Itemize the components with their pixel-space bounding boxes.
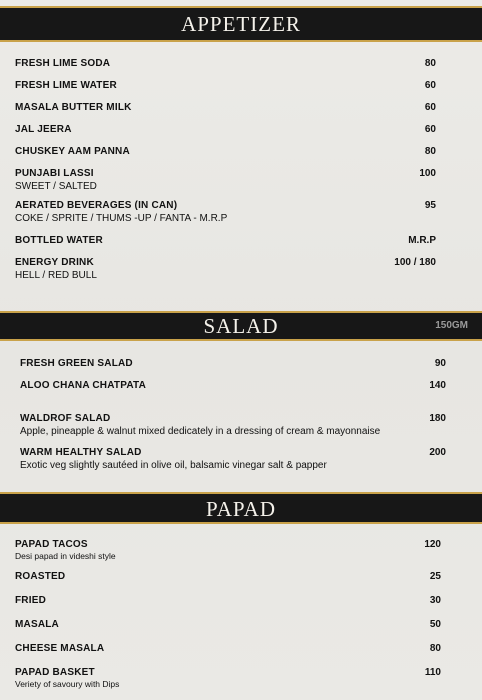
item-price: 95 bbox=[424, 200, 436, 211]
item-description: Apple, pineapple & walnut mixed dedicately in a dressing of cream & mayonnaise bbox=[20, 426, 381, 437]
item-price: 90 bbox=[434, 358, 446, 369]
salad-title: SALAD bbox=[203, 314, 279, 338]
item-name: CHUSKEY AAM PANNA bbox=[15, 146, 130, 157]
item-description: HELL / RED BULL bbox=[15, 270, 97, 281]
item-name: PAPAD TACOS bbox=[15, 539, 88, 550]
appetizer-title: APPETIZER bbox=[181, 12, 301, 36]
item-price: M.R.P bbox=[408, 235, 436, 246]
item-price: 180 bbox=[429, 413, 446, 424]
item-price: 30 bbox=[429, 595, 441, 606]
item-name: WALDROF SALAD bbox=[20, 413, 111, 424]
salad-portion-note: 150GM bbox=[435, 320, 468, 331]
item-name: PAPAD BASKET bbox=[15, 667, 95, 678]
item-name: ENERGY DRINK bbox=[15, 257, 94, 268]
item-name: MASALA BUTTER MILK bbox=[15, 102, 132, 113]
item-name: FRIED bbox=[15, 595, 46, 606]
item-price: 200 bbox=[429, 447, 446, 458]
item-name: PUNJABI LASSI bbox=[15, 168, 94, 179]
item-description: Exotic veg slightly sautéed in olive oil, balsamic vinegar salt & papper bbox=[20, 460, 327, 471]
item-description: COKE / SPRITE / THUMS -UP / FANTA - M.R.P bbox=[15, 213, 228, 224]
item-name: JAL JEERA bbox=[15, 124, 72, 135]
item-price: 25 bbox=[429, 571, 441, 582]
item-name: MASALA bbox=[15, 619, 59, 630]
item-price: 50 bbox=[429, 619, 441, 630]
item-name: CHEESE MASALA bbox=[15, 643, 105, 654]
item-name: FRESH LIME SODA bbox=[15, 58, 111, 69]
item-price: 60 bbox=[424, 124, 436, 135]
item-price: 140 bbox=[429, 380, 446, 391]
item-price: 60 bbox=[424, 80, 436, 91]
item-name: BOTTLED WATER bbox=[15, 235, 103, 246]
item-description: Desi papad in videshi style bbox=[15, 551, 116, 561]
item-description: SWEET / SALTED bbox=[15, 181, 97, 192]
item-price: 80 bbox=[424, 58, 436, 69]
item-description: Veriety of savoury with Dips bbox=[15, 679, 120, 689]
item-name: AERATED BEVERAGES (IN CAN) bbox=[15, 200, 178, 211]
item-price: 120 bbox=[424, 539, 441, 550]
item-name: FRESH GREEN SALAD bbox=[20, 358, 133, 369]
item-price: 80 bbox=[424, 146, 436, 157]
item-price: 110 bbox=[424, 667, 441, 678]
item-name: ALOO CHANA CHATPATA bbox=[20, 380, 147, 391]
item-price: 80 bbox=[429, 643, 441, 654]
item-name: FRESH LIME WATER bbox=[15, 80, 117, 91]
item-price: 60 bbox=[424, 102, 436, 113]
item-name: WARM HEALTHY SALAD bbox=[20, 447, 142, 458]
papad-title: PAPAD bbox=[206, 497, 276, 521]
item-price: 100 / 180 bbox=[394, 257, 436, 268]
item-name: ROASTED bbox=[15, 571, 66, 582]
item-price: 100 bbox=[419, 168, 436, 179]
